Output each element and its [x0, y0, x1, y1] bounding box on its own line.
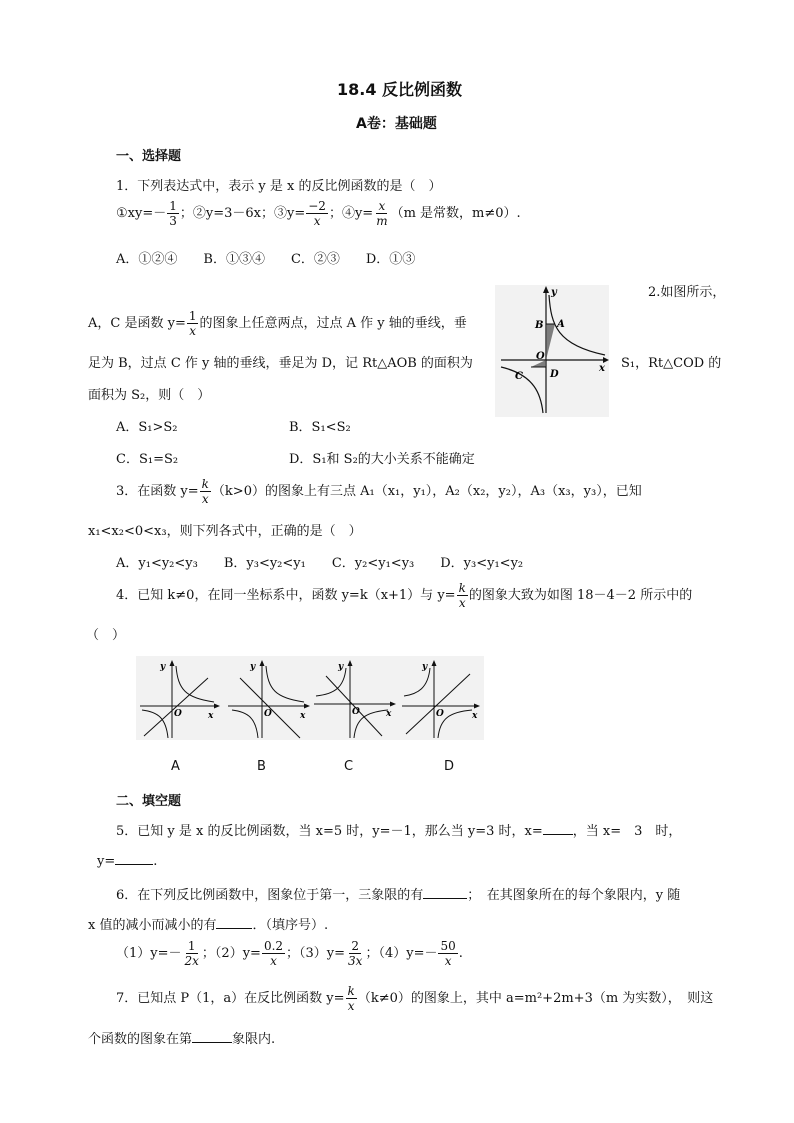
q2-label-d: D	[550, 369, 559, 380]
q6-f2-num: 0.2	[263, 939, 284, 953]
q2-intro-right: 2.如图所示，	[648, 285, 726, 300]
q3-options: A．y₁<y₂<y₃ B．y₃<y₂<y₁ C．y₂<y₁<y₃ D．y₃<y₁<y₂	[116, 556, 524, 571]
q3-line1-suffix: （k>0）的图象上有三点 A₁（x₁，y₁），A₂（x₂，y₂），A₃（x₃，y₃），已知	[211, 484, 642, 499]
q4-a-label-y: y	[160, 662, 166, 672]
q4-label-d: D	[444, 759, 455, 774]
q1-fraction-1	[167, 200, 179, 227]
q2-fraction	[187, 310, 199, 337]
q4-graphs	[136, 656, 484, 740]
q6-f4-num: 50	[440, 939, 456, 953]
q5-line2-prefix: y=	[97, 854, 116, 869]
q4-b-label-x: x	[300, 711, 306, 721]
q2-label-x: x	[599, 363, 605, 374]
q2-line1-suffix: 的图象上任意两点，过点 A 作 y 轴的垂线，垂	[199, 316, 467, 331]
q7-line2	[88, 1028, 275, 1047]
q4-label-c: C	[344, 759, 354, 774]
q6-f3-fraction	[346, 940, 364, 967]
q1-fraction-3-den: x	[313, 214, 321, 228]
q2-label-b: B	[535, 320, 544, 331]
q6-f4-den: x	[444, 954, 452, 968]
section-fill-heading: 二、填空题	[116, 794, 182, 809]
q2-label-o: O	[536, 351, 545, 362]
section-choice-heading: 一、选择题	[116, 149, 182, 164]
q1-fraction-3	[306, 200, 328, 227]
q1-expressions	[116, 200, 521, 227]
q2-figure-bg	[495, 285, 609, 417]
q4-line1-prefix: 4．已知 k≠0，在同一坐标系中，函数 y=k（x+1）与 y=	[116, 588, 456, 603]
q4-d-label-o: O	[436, 709, 444, 719]
q3-line1	[116, 478, 642, 505]
q3-fraction	[200, 478, 211, 505]
q2-label-c: C	[515, 371, 523, 382]
q4-label-b: B	[257, 759, 266, 774]
q4-d-label-y: y	[422, 662, 428, 672]
q2-line2-right: S₁，Rt△COD 的	[621, 356, 722, 371]
q7-line1-prefix: 7．已知点 P（1，a）在反比例函数 y=	[116, 991, 345, 1006]
q6-line2-suffix: ．（填序号）.	[252, 918, 329, 933]
q1-expr4-prefix: ；④y=	[328, 206, 374, 221]
q7-fraction	[346, 985, 357, 1012]
q6-f1-fraction	[183, 940, 201, 967]
q4-a-label-o: O	[174, 709, 182, 719]
q7-line1-suffix: （k≠0）的图象上，其中 a=m²+2m+3（m 为实数）， 则这	[357, 991, 714, 1006]
q6-functions-end: .	[458, 946, 463, 961]
q4-line2: （ ）	[86, 628, 126, 643]
q2-figure	[495, 285, 609, 417]
q4-a-label-x: x	[208, 711, 214, 721]
q7-blank-quadrant[interactable]	[192, 1030, 232, 1043]
q6-f2-prefix: ；（2）y=	[201, 946, 261, 961]
q6-f3-num: 2	[351, 939, 360, 953]
q6-f1-prefix: （1）y=－	[116, 946, 182, 961]
q4-c-label-y: y	[338, 662, 344, 672]
q2-fraction-den: x	[189, 324, 197, 338]
q6-text2: ； 在其图象所在的每个象限内，y 随	[467, 888, 681, 903]
q4-line1	[116, 582, 692, 609]
q6-f3-den: 3x	[348, 954, 363, 968]
q4-c-label-o: O	[352, 707, 360, 717]
q4-fraction-den: x	[458, 596, 466, 610]
q5-blank-y[interactable]	[115, 852, 153, 865]
q6-f1-den: 2x	[184, 954, 199, 968]
q1-expr1-prefix: ①xy=－	[116, 206, 167, 221]
q4-fraction-num: k	[458, 581, 466, 595]
q6-f2-fraction	[262, 940, 285, 967]
q5-line2	[97, 852, 157, 869]
q4-c-label-x: x	[386, 709, 392, 719]
q2-line2: 足为 B，过点 C 作 y 轴的垂线，垂足为 D，记 Rt△AOB 的面积为	[88, 356, 473, 371]
q2-label-a: A	[557, 319, 565, 330]
q5-text1: 5．已知 y 是 x 的反比例函数，当 x=5 时，y=－1，那么当 y=3 时，x=	[116, 824, 543, 839]
q1-expr2: ；②y=3－6x；③y=	[179, 206, 306, 221]
q5-line1	[116, 820, 681, 839]
q6-blank-quadrants[interactable]	[423, 886, 467, 899]
q1-fraction-1-den: 3	[169, 214, 177, 228]
q2-option-b: B．S₁<S₂	[289, 420, 351, 435]
q3-fraction-den: x	[201, 492, 209, 506]
q4-label-a: A	[171, 759, 180, 774]
q6-line1	[116, 884, 680, 903]
q7-fraction-den: x	[347, 999, 355, 1013]
q3-line2: x₁<x₂<0<x₃，则下列各式中，正确的是（ ）	[88, 524, 362, 539]
q5-text2: ，当 x= 3 时，	[572, 824, 682, 839]
q3-fraction-num: k	[201, 477, 209, 491]
q4-b-label-y: y	[250, 662, 256, 672]
q1-fraction-4-num: x	[378, 199, 386, 213]
q6-line2-prefix: x 值的减小而减小的有	[88, 918, 217, 933]
q4-d-label-x: x	[472, 711, 478, 721]
q6-text1: 6．在下列反比例函数中，图象位于第一，三象限的有	[116, 888, 424, 903]
q6-f2-den: x	[270, 954, 277, 968]
q6-f4-fraction	[438, 940, 457, 967]
page-subtitle: A卷：基础题	[356, 116, 437, 132]
q6-line2	[88, 914, 328, 933]
q5-line2-suffix: .	[153, 854, 158, 869]
q7-line2-suffix: 象限内.	[232, 1032, 276, 1047]
q2-fraction-num: 1	[188, 309, 197, 323]
q4-fraction	[457, 582, 468, 609]
q6-f3-prefix: ；（3）y=	[286, 946, 346, 961]
q4-b-label-o: O	[264, 709, 272, 719]
q6-blank-decreasing[interactable]	[216, 916, 252, 929]
q1-fraction-3-num: −2	[308, 199, 326, 213]
q6-f1-num: 1	[187, 939, 196, 953]
q7-fraction-num: k	[347, 984, 355, 998]
q3-line1-prefix: 3．在函数 y=	[116, 484, 199, 499]
q1-expr4-suffix: （m 是常数，m≠0）.	[390, 206, 521, 221]
q6-f4-prefix: ；（4）y=－	[365, 946, 438, 961]
q1-fraction-4-den: m	[376, 214, 388, 228]
page-title: 18.4 反比例函数	[337, 80, 463, 99]
q2-option-c: C．S₁=S₂	[116, 452, 179, 467]
q2-option-d: D．S₁和 S₂的大小关系不能确定	[289, 452, 475, 467]
q1-fraction-4	[374, 200, 389, 227]
q1-options: A．①②④ B．①③④ C．②③ D．①③	[116, 252, 416, 267]
q4-graphs-bg	[136, 656, 484, 740]
q2-line3: 面积为 S₂，则（ ）	[88, 388, 211, 403]
q7-line1	[116, 985, 713, 1012]
q5-blank-x[interactable]	[543, 822, 573, 835]
q2-option-a: A．S₁>S₂	[116, 420, 178, 435]
q2-line1-prefix: A，C 是函数 y=	[88, 316, 186, 331]
q2-label-y: y	[551, 287, 557, 298]
q1-fraction-1-num: 1	[169, 199, 177, 213]
q1-stem: 1．下列表达式中，表示 y 是 x 的反比例函数的是（ ）	[116, 179, 442, 194]
q7-line2-prefix: 个函数的图象在第	[88, 1032, 193, 1047]
q4-line1-suffix: 的图象大致为如图 18－4－2 所示中的	[468, 588, 693, 603]
q2-line1	[88, 310, 467, 337]
q6-functions	[116, 940, 463, 967]
